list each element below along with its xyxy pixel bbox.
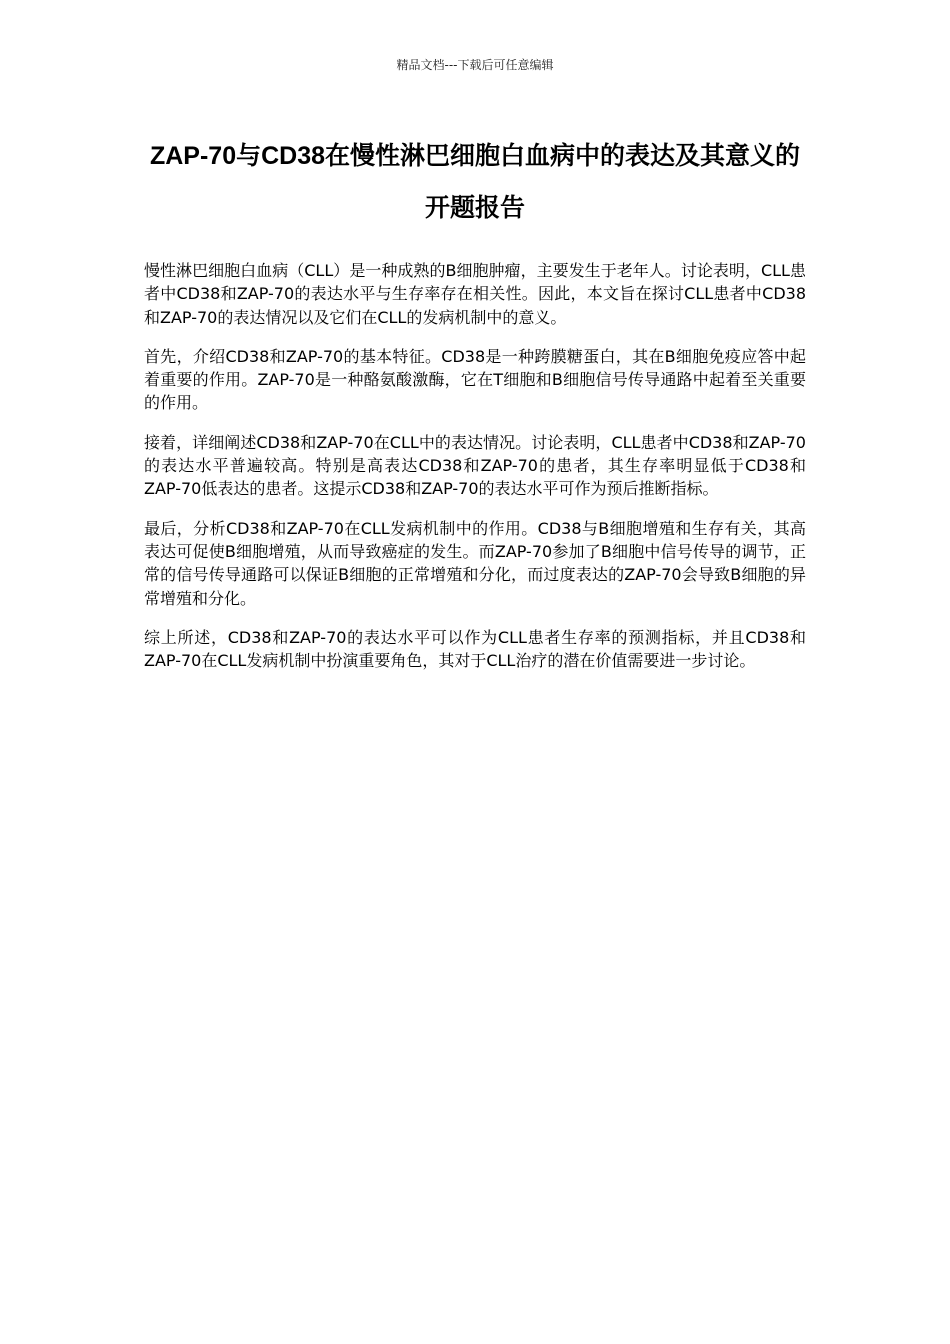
paragraph-expression: 接着，详细阐述CD38和ZAP-70在CLL中的表达情况。讨论表明，CLL患者中CD38和ZAP-70的表达水平普遍较高。特别是高表达CD38和ZAP-70的患者，其生存率明显低于CD38和ZAP-70低表达的患者。这提示CD38和ZAP-70的表达水平可作为预后推断指标。 — [144, 432, 806, 499]
paragraph-intro: 慢性淋巴细胞白血病（CLL）是一种成熟的B细胞肿瘤，主要发生于老年人。讨论表明，CLL患者中CD38和ZAP-70的表达水平与生存率存在相关性。因此，本文旨在探讨CLL患者中CD38和ZAP-70的表达情况以及它们在CLL的发病机制中的意义。 — [144, 261, 806, 327]
document-title: ZAP-70与CD38在慢性淋巴细胞白血病中的表达及其意义的开题报告 — [149, 142, 801, 222]
header-note: 精品文档---下载后可任意编辑 — [396, 58, 554, 72]
paragraph-features: 首先，介绍CD38和ZAP-70的基本特征。CD38是一种跨膜糖蛋白，其在B细胞免疫应答中起着重要的作用。ZAP-70是一种酪氨酸激酶，它在T细胞和B细胞信号传导通路中起着至关重要的作用。 — [144, 346, 806, 413]
document-body — [144, 259, 806, 688]
paragraph-mechanism: 最后，分析CD38和ZAP-70在CLL发病机制中的作用。CD38与B细胞增殖和生存有关，其高表达可促使B细胞增殖，从而导致癌症的发生。而ZAP-70参加了B细胞中信号传导的调节，正常的信号传导通路可以保证B细胞的正常增殖和分化，而过度表达的ZAP-70会导致B细胞的异常增殖和分化。 — [144, 518, 806, 608]
paragraph-conclusion: 综上所述，CD38和ZAP-70的表达水平可以作为CLL患者生存率的预测指标，并且CD38和ZAP-70在CLL发病机制中扮演重要角色，其对于CLL治疗的潜在价值需要进一步讨论。 — [144, 627, 806, 671]
